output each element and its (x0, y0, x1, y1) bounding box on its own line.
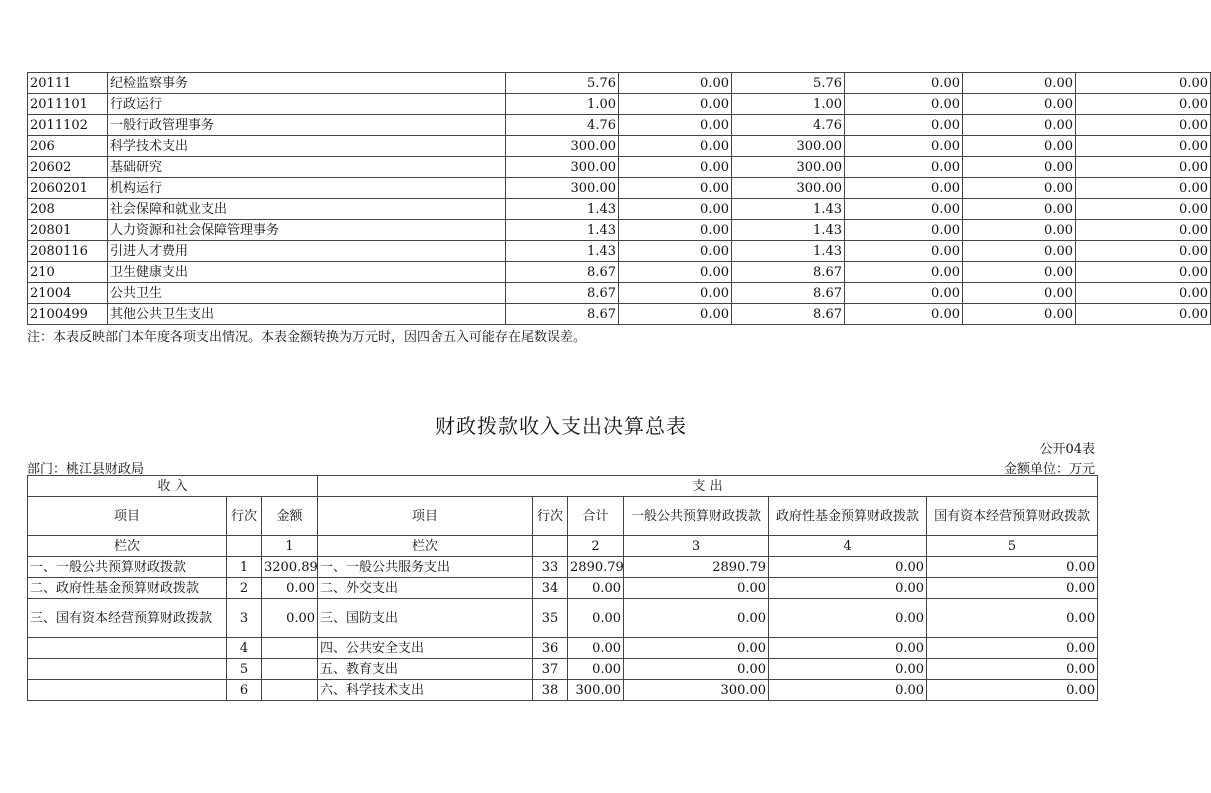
row-name: 一般行政管理事务 (108, 115, 506, 136)
state-capital-amount: 0.00 (927, 659, 1098, 680)
department-label: 部门：桃江县财政局 (27, 462, 145, 477)
expense-item: 三、国防支出 (318, 599, 533, 638)
expense-item: 一、一般公共服务支出 (318, 557, 533, 578)
expense-item: 四、公共安全支出 (318, 638, 533, 659)
value-cell: 0.00 (963, 241, 1076, 262)
row-code: 210 (28, 262, 108, 283)
expense-item: 六、科学技术支出 (318, 680, 533, 701)
table-row (28, 659, 1098, 680)
value-cell: 0.00 (619, 241, 732, 262)
row-code: 2011102 (28, 115, 108, 136)
general-budget-amount: 0.00 (624, 659, 769, 680)
value-cell: 4.76 (506, 115, 619, 136)
state-capital-header: 国有资本经营预算财政拨款 (927, 497, 1098, 536)
fund-budget-amount: 0.00 (769, 638, 927, 659)
state-capital-amount: 0.00 (927, 578, 1098, 599)
table-row (28, 557, 1098, 578)
fund-budget-amount: 0.00 (769, 599, 927, 638)
summary-column-header-row (28, 497, 1098, 536)
fund-budget-amount: 0.00 (769, 659, 927, 680)
row-code: 20801 (28, 220, 108, 241)
general-budget-amount: 0.00 (624, 638, 769, 659)
expense-line-no: 36 (533, 638, 568, 659)
income-item (28, 680, 227, 701)
value-cell: 0.00 (619, 220, 732, 241)
row-code: 2011101 (28, 94, 108, 115)
expense-line-no: 33 (533, 557, 568, 578)
value-cell: 0.00 (1076, 157, 1211, 178)
fiscal-summary-table (27, 475, 1098, 701)
value-cell: 0.00 (845, 262, 963, 283)
fund-budget-header: 政府性基金预算财政拨款 (769, 497, 927, 536)
value-cell: 0.00 (845, 157, 963, 178)
value-cell: 0.00 (963, 178, 1076, 199)
value-cell: 1.43 (732, 220, 845, 241)
row-code: 208 (28, 199, 108, 220)
expense-item-header: 项目 (318, 497, 533, 536)
value-cell: 0.00 (963, 304, 1076, 325)
table-row (28, 157, 1211, 178)
index-2: 2 (568, 536, 624, 557)
table-row (28, 94, 1211, 115)
income-line-no: 5 (227, 659, 262, 680)
value-cell: 0.00 (1076, 304, 1211, 325)
summary-group-header-row (28, 476, 1098, 497)
row-name: 引进人才费用 (108, 241, 506, 262)
amount-unit-label: 金额单位：万元 (1003, 462, 1095, 477)
value-cell: 1.43 (506, 199, 619, 220)
general-budget-amount: 0.00 (624, 578, 769, 599)
expense-item: 五、教育支出 (318, 659, 533, 680)
expense-detail-table (27, 72, 1211, 325)
value-cell: 0.00 (845, 136, 963, 157)
row-name: 人力资源和社会保障管理事务 (108, 220, 506, 241)
value-cell: 0.00 (963, 220, 1076, 241)
value-cell: 0.00 (619, 157, 732, 178)
value-cell: 0.00 (963, 157, 1076, 178)
table-row (28, 136, 1211, 157)
row-name: 其他公共卫生支出 (108, 304, 506, 325)
income-amount (262, 680, 318, 701)
value-cell: 8.67 (506, 283, 619, 304)
income-item: 三、国有资本经营预算财政拨款 (28, 599, 227, 638)
row-code: 20111 (28, 73, 108, 94)
row-name: 社会保障和就业支出 (108, 199, 506, 220)
value-cell: 0.00 (619, 178, 732, 199)
expense-index-label: 栏次 (318, 536, 533, 557)
value-cell: 0.00 (1076, 241, 1211, 262)
value-cell: 0.00 (845, 94, 963, 115)
row-name: 科学技术支出 (108, 136, 506, 157)
income-line-no: 6 (227, 680, 262, 701)
value-cell: 4.76 (732, 115, 845, 136)
income-amount: 0.00 (262, 599, 318, 638)
general-budget-header: 一般公共预算财政拨款 (624, 497, 769, 536)
value-cell: 0.00 (963, 136, 1076, 157)
state-capital-amount: 0.00 (927, 557, 1098, 578)
row-code: 206 (28, 136, 108, 157)
value-cell: 0.00 (845, 304, 963, 325)
value-cell: 8.67 (506, 304, 619, 325)
expense-index-blank (533, 536, 568, 557)
value-cell: 1.43 (732, 241, 845, 262)
value-cell: 0.00 (845, 199, 963, 220)
state-capital-amount: 0.00 (927, 638, 1098, 659)
row-code: 2080116 (28, 241, 108, 262)
value-cell: 0.00 (963, 94, 1076, 115)
value-cell: 0.00 (845, 73, 963, 94)
income-item: 一、一般公共预算财政拨款 (28, 557, 227, 578)
value-cell: 8.67 (506, 262, 619, 283)
expense-total: 2890.79 (568, 557, 624, 578)
value-cell: 0.00 (845, 178, 963, 199)
value-cell: 0.00 (619, 136, 732, 157)
value-cell: 0.00 (1076, 283, 1211, 304)
index-4: 4 (769, 536, 927, 557)
expense-line-header: 行次 (533, 497, 568, 536)
value-cell: 0.00 (1076, 136, 1211, 157)
income-item (28, 659, 227, 680)
income-item: 二、政府性基金预算财政拨款 (28, 578, 227, 599)
index-1: 1 (262, 536, 318, 557)
value-cell: 0.00 (963, 73, 1076, 94)
income-item-header: 项目 (28, 497, 227, 536)
fund-budget-amount: 0.00 (769, 557, 927, 578)
value-cell: 5.76 (732, 73, 845, 94)
value-cell: 0.00 (845, 220, 963, 241)
value-cell: 0.00 (619, 73, 732, 94)
table-row (28, 283, 1211, 304)
page-title: 财政拨款收入支出决算总表 (435, 414, 687, 438)
expense-line-no: 37 (533, 659, 568, 680)
value-cell: 1.43 (506, 220, 619, 241)
table-row (28, 178, 1211, 199)
value-cell: 300.00 (506, 136, 619, 157)
value-cell: 0.00 (1076, 220, 1211, 241)
row-name: 纪检监察事务 (108, 73, 506, 94)
expense-header: 支 出 (318, 476, 1098, 497)
value-cell: 0.00 (845, 241, 963, 262)
row-name: 卫生健康支出 (108, 262, 506, 283)
row-name: 机构运行 (108, 178, 506, 199)
income-item (28, 638, 227, 659)
state-capital-amount: 0.00 (927, 680, 1098, 701)
expense-total: 0.00 (568, 599, 624, 638)
table-row (28, 578, 1098, 599)
value-cell: 5.76 (506, 73, 619, 94)
table-row (28, 220, 1211, 241)
value-cell: 8.67 (732, 304, 845, 325)
income-line-header: 行次 (227, 497, 262, 536)
value-cell: 0.00 (1076, 73, 1211, 94)
table-row (28, 241, 1211, 262)
expense-total: 300.00 (568, 680, 624, 701)
value-cell: 1.00 (732, 94, 845, 115)
value-cell: 300.00 (732, 178, 845, 199)
value-cell: 0.00 (963, 199, 1076, 220)
value-cell: 0.00 (963, 283, 1076, 304)
summary-index-row (28, 536, 1098, 557)
value-cell: 0.00 (1076, 199, 1211, 220)
general-budget-amount: 300.00 (624, 680, 769, 701)
row-code: 20602 (28, 157, 108, 178)
expense-total: 0.00 (568, 659, 624, 680)
value-cell: 1.43 (506, 241, 619, 262)
state-capital-amount: 0.00 (927, 599, 1098, 638)
index-3: 3 (624, 536, 769, 557)
income-amount (262, 638, 318, 659)
fund-budget-amount: 0.00 (769, 578, 927, 599)
value-cell: 300.00 (506, 157, 619, 178)
expense-total: 0.00 (568, 578, 624, 599)
value-cell: 300.00 (732, 136, 845, 157)
row-code: 2060201 (28, 178, 108, 199)
expense-total: 0.00 (568, 638, 624, 659)
table-row (28, 304, 1211, 325)
income-amount: 3200.89 (262, 557, 318, 578)
value-cell: 8.67 (732, 283, 845, 304)
expense-line-no: 34 (533, 578, 568, 599)
value-cell: 8.67 (732, 262, 845, 283)
index-5: 5 (927, 536, 1098, 557)
income-header: 收 入 (28, 476, 318, 497)
expense-line-no: 38 (533, 680, 568, 701)
table-row (28, 599, 1098, 638)
value-cell: 0.00 (963, 262, 1076, 283)
value-cell: 300.00 (732, 157, 845, 178)
row-code: 21004 (28, 283, 108, 304)
income-index-blank (227, 536, 262, 557)
row-code: 2100499 (28, 304, 108, 325)
value-cell: 0.00 (845, 283, 963, 304)
value-cell: 0.00 (619, 304, 732, 325)
expense-total-header: 合计 (568, 497, 624, 536)
value-cell: 300.00 (506, 178, 619, 199)
income-amount-header: 金额 (262, 497, 318, 536)
table-row (28, 262, 1211, 283)
expense-line-no: 35 (533, 599, 568, 638)
table-note: 注：本表反映部门本年度各项支出情况。本表金额转换为万元时，因四舍五入可能存在尾数误差。 (27, 330, 587, 345)
table-row (28, 638, 1098, 659)
table-row (28, 73, 1211, 94)
value-cell: 0.00 (619, 94, 732, 115)
value-cell: 1.43 (732, 199, 845, 220)
value-cell: 0.00 (1076, 115, 1211, 136)
income-amount: 0.00 (262, 578, 318, 599)
value-cell: 0.00 (845, 115, 963, 136)
table-row (28, 680, 1098, 701)
value-cell: 0.00 (619, 115, 732, 136)
value-cell: 0.00 (619, 283, 732, 304)
general-budget-amount: 2890.79 (624, 557, 769, 578)
fiscal-summary-body (28, 476, 1098, 701)
row-name: 基础研究 (108, 157, 506, 178)
row-name: 公共卫生 (108, 283, 506, 304)
fund-budget-amount: 0.00 (769, 680, 927, 701)
value-cell: 0.00 (1076, 262, 1211, 283)
value-cell: 0.00 (619, 199, 732, 220)
form-number: 公开04表 (1039, 442, 1095, 457)
value-cell: 0.00 (1076, 178, 1211, 199)
income-line-no: 4 (227, 638, 262, 659)
income-amount (262, 659, 318, 680)
income-line-no: 2 (227, 578, 262, 599)
income-line-no: 1 (227, 557, 262, 578)
income-index-label: 栏次 (28, 536, 227, 557)
row-name: 行政运行 (108, 94, 506, 115)
expense-item: 二、外交支出 (318, 578, 533, 599)
value-cell: 0.00 (619, 262, 732, 283)
value-cell: 0.00 (963, 115, 1076, 136)
value-cell: 0.00 (1076, 94, 1211, 115)
income-line-no: 3 (227, 599, 262, 638)
table-row (28, 115, 1211, 136)
expense-detail-body (28, 73, 1211, 325)
table-row (28, 199, 1211, 220)
general-budget-amount: 0.00 (624, 599, 769, 638)
value-cell: 1.00 (506, 94, 619, 115)
